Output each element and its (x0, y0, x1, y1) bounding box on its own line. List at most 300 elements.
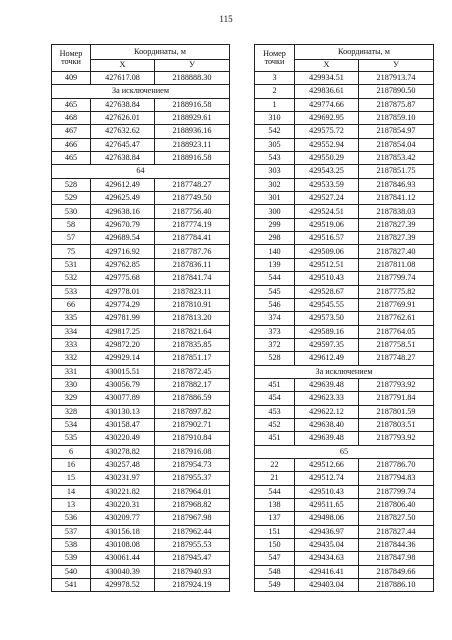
y-coordinate-cell: 2187954.73 (155, 458, 230, 471)
table-row (52, 165, 230, 178)
y-coordinate-cell: 2187784.41 (155, 232, 230, 245)
table-row (255, 325, 434, 338)
y-coordinate-cell: 2187821.64 (155, 325, 230, 338)
y-coordinate-cell: 2187882.17 (155, 378, 230, 391)
x-coordinate-cell: 429623.33 (295, 392, 359, 405)
y-coordinate-cell: 2187890.50 (359, 85, 434, 98)
point-number-cell: 541 (52, 579, 91, 592)
point-number-cell: 528 (52, 178, 91, 191)
x-coordinate-cell: 429435.04 (295, 539, 359, 552)
x-coordinate-cell: 429638.40 (295, 418, 359, 431)
y-coordinate-cell: 2188888.30 (155, 72, 230, 85)
table-row (52, 258, 230, 271)
x-coordinate-cell: 429589.16 (295, 325, 359, 338)
y-coordinate-cell: 2187827.44 (359, 525, 434, 538)
table-row (255, 472, 434, 485)
point-number-cell: 300 (255, 205, 295, 218)
point-number-cell: 2 (255, 85, 295, 98)
y-coordinate-cell: 2187762.61 (359, 312, 434, 325)
y-coordinate-cell: 2187968.82 (155, 499, 230, 512)
table-row (255, 352, 434, 365)
x-coordinate-cell: 429612.49 (295, 352, 359, 365)
point-number-cell: 452 (255, 418, 295, 431)
table-row (255, 485, 434, 498)
x-coordinate-cell: 429762.85 (91, 258, 155, 271)
point-number-cell: 302 (255, 178, 295, 191)
x-coordinate-cell: 429638.16 (91, 205, 155, 218)
point-number-cell: 22 (255, 458, 295, 471)
point-number-cell: 332 (52, 352, 91, 365)
x-coordinate-cell: 429543.25 (295, 165, 359, 178)
x-coordinate-cell: 429775.68 (91, 272, 155, 285)
table-row (255, 458, 434, 471)
y-coordinate-cell: 2188916.58 (155, 152, 230, 165)
x-coordinate-cell: 429510.43 (295, 485, 359, 498)
x-coordinate-cell: 429934.51 (295, 72, 359, 85)
y-coordinate-cell: 2187827.40 (359, 245, 434, 258)
x-coordinate-cell: 429612.49 (91, 178, 155, 191)
y-header: У (155, 60, 230, 72)
y-coordinate-cell: 2188916.58 (155, 98, 230, 111)
point-number-cell: 150 (255, 539, 295, 552)
table-row (52, 565, 230, 578)
y-coordinate-cell: 2187803.51 (359, 418, 434, 431)
point-number-cell: 466 (52, 138, 91, 151)
table-row (52, 512, 230, 525)
y-coordinate-cell: 2187897.82 (155, 405, 230, 418)
table-row (52, 298, 230, 311)
table-row (52, 338, 230, 351)
table-row (255, 192, 434, 205)
table-row (52, 405, 230, 418)
y-coordinate-cell: 2187838.03 (359, 205, 434, 218)
x-coordinate-cell: 429512.66 (295, 458, 359, 471)
y-coordinate-cell: 2187793.92 (359, 432, 434, 445)
x-coordinate-cell: 427638.84 (91, 98, 155, 111)
y-coordinate-cell: 2187924.19 (155, 579, 230, 592)
y-coordinate-cell: 2187827.39 (359, 232, 434, 245)
point-number-cell: 301 (255, 192, 295, 205)
y-coordinate-cell: 2188923.11 (155, 138, 230, 151)
table-row (255, 405, 434, 418)
coordinates-table-left (51, 44, 230, 592)
table-row (255, 512, 434, 525)
point-number-cell: 542 (255, 125, 295, 138)
x-coordinate-cell: 429552.94 (295, 138, 359, 151)
point-number-header: Номер точки (52, 45, 91, 72)
table-row (255, 392, 434, 405)
table-row (52, 245, 230, 258)
y-coordinate-cell: 2187811.08 (359, 258, 434, 271)
x-coordinate-cell: 429434.63 (295, 552, 359, 565)
table-row (52, 232, 230, 245)
point-number-cell: 333 (52, 338, 91, 351)
table-row (255, 232, 434, 245)
point-number-cell: 151 (255, 525, 295, 538)
table-row (255, 552, 434, 565)
y-coordinate-cell: 2187749.50 (155, 192, 230, 205)
x-coordinate-cell: 429436.97 (295, 525, 359, 538)
table-row (255, 205, 434, 218)
y-coordinate-cell: 2187916.08 (155, 445, 230, 458)
y-coordinate-cell: 2187786.70 (359, 458, 434, 471)
y-coordinate-cell: 2188929.61 (155, 112, 230, 125)
x-coordinate-cell: 430158.47 (91, 418, 155, 431)
y-coordinate-cell: 2187962.44 (155, 525, 230, 538)
table-row (52, 85, 230, 98)
table-row (255, 445, 434, 458)
y-coordinate-cell: 2187799.74 (359, 272, 434, 285)
y-coordinate-cell: 2187955.53 (155, 539, 230, 552)
y-coordinate-cell: 2187748.27 (359, 352, 434, 365)
x-coordinate-cell: 430231.97 (91, 472, 155, 485)
y-coordinate-cell: 2187854.04 (359, 138, 434, 151)
y-coordinate-cell: 2187849.66 (359, 565, 434, 578)
x-coordinate-cell: 429817.25 (91, 325, 155, 338)
point-number-cell: 16 (52, 458, 91, 471)
x-coordinate-cell: 429978.52 (91, 579, 155, 592)
y-coordinate-cell: 2187851.75 (359, 165, 434, 178)
point-number-cell: 305 (255, 138, 295, 151)
y-coordinate-cell: 2187875.87 (359, 98, 434, 111)
point-number-cell: 303 (255, 165, 295, 178)
table-row (52, 485, 230, 498)
table-row (255, 579, 434, 592)
table-row (255, 365, 434, 378)
y-coordinate-cell: 2187964.01 (155, 485, 230, 498)
point-number-cell: 534 (52, 418, 91, 431)
point-number-cell: 334 (52, 325, 91, 338)
y-coordinate-cell: 2187854.97 (359, 125, 434, 138)
point-number-cell: 544 (255, 485, 295, 498)
table-row (255, 539, 434, 552)
point-number-cell: 533 (52, 285, 91, 298)
x-coordinate-cell: 430077.89 (91, 392, 155, 405)
point-number-cell: 330 (52, 378, 91, 391)
y-coordinate-cell: 2187835.85 (155, 338, 230, 351)
y-coordinate-cell: 2187827.39 (359, 218, 434, 231)
y-coordinate-cell: 2187748.27 (155, 178, 230, 191)
point-number-cell: 545 (255, 285, 295, 298)
point-number-cell: 465 (52, 152, 91, 165)
page-number: 115 (219, 14, 233, 24)
table-row (255, 378, 434, 391)
point-number-cell: 467 (52, 125, 91, 138)
coordinates-header: Координаты, м (295, 45, 434, 60)
table-row (255, 138, 434, 151)
table-row (255, 125, 434, 138)
y-coordinate-cell: 2187791.84 (359, 392, 434, 405)
table-row (52, 458, 230, 471)
table-row (52, 365, 230, 378)
x-coordinate-cell: 427645.47 (91, 138, 155, 151)
point-number-cell: 540 (52, 565, 91, 578)
point-number-cell: 536 (52, 512, 91, 525)
table-row (255, 85, 434, 98)
table-row (52, 525, 230, 538)
x-coordinate-cell: 429416.41 (295, 565, 359, 578)
point-number-cell: 140 (255, 245, 295, 258)
table-row (52, 418, 230, 431)
x-coordinate-cell: 430061.44 (91, 552, 155, 565)
x-coordinate-cell: 427638.84 (91, 152, 155, 165)
table-row (52, 312, 230, 325)
y-coordinate-cell: 2187774.19 (155, 218, 230, 231)
point-number-cell: 548 (255, 565, 295, 578)
x-coordinate-cell: 429929.14 (91, 352, 155, 365)
x-coordinate-cell: 429781.99 (91, 312, 155, 325)
x-coordinate-cell: 430130.13 (91, 405, 155, 418)
y-coordinate-cell: 2187841.74 (155, 272, 230, 285)
y-coordinate-cell: 2187851.17 (155, 352, 230, 365)
y-coordinate-cell: 2187902.71 (155, 418, 230, 431)
x-coordinate-cell: 429403.04 (295, 579, 359, 592)
point-number-cell: 374 (255, 312, 295, 325)
x-coordinate-cell: 429519.06 (295, 218, 359, 231)
y-coordinate-cell: 2187756.40 (155, 205, 230, 218)
table-row (255, 258, 434, 271)
x-coordinate-cell: 429639.48 (295, 378, 359, 391)
y-coordinate-cell: 2187769.91 (359, 298, 434, 311)
x-coordinate-cell: 430257.48 (91, 458, 155, 471)
x-coordinate-cell: 429573.50 (295, 312, 359, 325)
coordinates-header: Координаты, м (91, 45, 230, 60)
table-row (52, 579, 230, 592)
x-coordinate-cell: 429533.59 (295, 178, 359, 191)
point-number-cell: 139 (255, 258, 295, 271)
point-number-cell: 329 (52, 392, 91, 405)
point-number-cell: 335 (52, 312, 91, 325)
y-coordinate-cell: 2187853.42 (359, 152, 434, 165)
point-number-cell: 66 (52, 298, 91, 311)
table-row (52, 539, 230, 552)
point-number-cell: 547 (255, 552, 295, 565)
x-coordinate-cell: 429774.66 (295, 98, 359, 111)
table-row (52, 98, 230, 111)
y-coordinate-cell: 2187823.11 (155, 285, 230, 298)
x-coordinate-cell: 429716.92 (91, 245, 155, 258)
table-row (52, 432, 230, 445)
y-coordinate-cell: 2187841.12 (359, 192, 434, 205)
point-number-cell: 75 (52, 245, 91, 258)
point-number-cell: 529 (52, 192, 91, 205)
point-number-cell: 531 (52, 258, 91, 271)
x-coordinate-cell: 429527.24 (295, 192, 359, 205)
point-number-cell: 451 (255, 378, 295, 391)
y-coordinate-cell: 2187764.05 (359, 325, 434, 338)
point-number-cell: 372 (255, 338, 295, 351)
x-coordinate-cell: 429622.12 (295, 405, 359, 418)
x-coordinate-cell: 429625.49 (91, 192, 155, 205)
y-coordinate-cell: 2187806.40 (359, 499, 434, 512)
y-coordinate-cell: 2187846.93 (359, 178, 434, 191)
table-row (255, 72, 434, 85)
x-coordinate-cell: 430040.39 (91, 565, 155, 578)
point-number-cell: 57 (52, 232, 91, 245)
point-number-cell: 310 (255, 112, 295, 125)
table-row (52, 205, 230, 218)
point-number-cell: 6 (52, 445, 91, 458)
point-number-cell: 532 (52, 272, 91, 285)
point-number-cell: 535 (52, 432, 91, 445)
y-coordinate-cell: 2187940.93 (155, 565, 230, 578)
table-row (52, 499, 230, 512)
point-number-cell: 537 (52, 525, 91, 538)
section-label: 64 (52, 165, 230, 178)
point-number-cell: 544 (255, 272, 295, 285)
table-row (52, 138, 230, 151)
point-number-cell: 530 (52, 205, 91, 218)
table-row (52, 72, 230, 85)
table-row (52, 218, 230, 231)
x-coordinate-cell: 429692.95 (295, 112, 359, 125)
point-number-cell: 453 (255, 405, 295, 418)
x-coordinate-cell: 430221.82 (91, 485, 155, 498)
y-coordinate-cell: 2187775.82 (359, 285, 434, 298)
section-label: 65 (255, 445, 434, 458)
y-coordinate-cell: 2187859.10 (359, 112, 434, 125)
y-coordinate-cell: 2187886.10 (359, 579, 434, 592)
point-number-cell: 137 (255, 512, 295, 525)
table-row (52, 152, 230, 165)
x-coordinate-cell: 429872.20 (91, 338, 155, 351)
table-row (255, 298, 434, 311)
point-number-cell: 528 (255, 352, 295, 365)
x-coordinate-cell: 429512.51 (295, 258, 359, 271)
y-coordinate-cell: 2187758.51 (359, 338, 434, 351)
table-row (255, 165, 434, 178)
x-header: Х (91, 60, 155, 72)
x-coordinate-cell: 429836.61 (295, 85, 359, 98)
point-number-cell: 331 (52, 365, 91, 378)
x-coordinate-cell: 430156.18 (91, 525, 155, 538)
point-number-cell: 538 (52, 539, 91, 552)
table-row (52, 178, 230, 191)
y-coordinate-cell: 2187910.84 (155, 432, 230, 445)
x-coordinate-cell: 430056.79 (91, 378, 155, 391)
point-number-cell: 454 (255, 392, 295, 405)
x-coordinate-cell: 429689.54 (91, 232, 155, 245)
y-coordinate-cell: 2187872.45 (155, 365, 230, 378)
y-coordinate-cell: 2187955.37 (155, 472, 230, 485)
point-number-cell: 373 (255, 325, 295, 338)
x-coordinate-cell: 430220.31 (91, 499, 155, 512)
x-coordinate-cell: 430278.82 (91, 445, 155, 458)
point-number-cell: 1 (255, 98, 295, 111)
point-number-cell: 468 (52, 112, 91, 125)
y-coordinate-cell: 2187886.59 (155, 392, 230, 405)
table-row (255, 499, 434, 512)
x-coordinate-cell: 429545.55 (295, 298, 359, 311)
x-coordinate-cell: 429509.06 (295, 245, 359, 258)
x-coordinate-cell: 429516.57 (295, 232, 359, 245)
table-row (255, 565, 434, 578)
table-row (255, 245, 434, 258)
table-row (255, 525, 434, 538)
table-row (255, 112, 434, 125)
table-row (52, 552, 230, 565)
point-number-cell: 451 (255, 432, 295, 445)
x-coordinate-cell: 430220.49 (91, 432, 155, 445)
y-coordinate-cell: 2187844.36 (359, 539, 434, 552)
table-row (52, 192, 230, 205)
x-coordinate-cell: 429639.48 (295, 432, 359, 445)
table-row (255, 152, 434, 165)
table-row (52, 352, 230, 365)
table-row (52, 472, 230, 485)
point-number-cell: 546 (255, 298, 295, 311)
point-number-cell: 13 (52, 499, 91, 512)
point-number-cell: 299 (255, 218, 295, 231)
x-coordinate-cell: 429575.72 (295, 125, 359, 138)
x-coordinate-cell: 429511.65 (295, 499, 359, 512)
point-number-header: Номер точки (255, 45, 295, 72)
table-row (52, 112, 230, 125)
table-row (255, 285, 434, 298)
table-row (52, 272, 230, 285)
y-coordinate-cell: 2187945.47 (155, 552, 230, 565)
x-coordinate-cell: 430209.77 (91, 512, 155, 525)
table-row (52, 392, 230, 405)
x-coordinate-cell: 429498.06 (295, 512, 359, 525)
table-row (255, 418, 434, 431)
point-number-cell: 138 (255, 499, 295, 512)
table-row (255, 432, 434, 445)
y-coordinate-cell: 2187793.92 (359, 378, 434, 391)
x-coordinate-cell: 427617.08 (91, 72, 155, 85)
point-number-cell: 543 (255, 152, 295, 165)
point-number-cell: 298 (255, 232, 295, 245)
x-coordinate-cell: 430015.51 (91, 365, 155, 378)
point-number-cell: 549 (255, 579, 295, 592)
table-row (52, 125, 230, 138)
y-coordinate-cell: 2187913.74 (359, 72, 434, 85)
table-row (255, 312, 434, 325)
point-number-cell: 3 (255, 72, 295, 85)
x-coordinate-cell: 429550.29 (295, 152, 359, 165)
table-row (255, 338, 434, 351)
section-label: За исключением (255, 365, 434, 378)
x-coordinate-cell: 429512.74 (295, 472, 359, 485)
y-coordinate-cell: 2187787.76 (155, 245, 230, 258)
point-number-cell: 465 (52, 98, 91, 111)
x-coordinate-cell: 427626.01 (91, 112, 155, 125)
point-number-cell: 15 (52, 472, 91, 485)
y-coordinate-cell: 2187813.20 (155, 312, 230, 325)
table-row (52, 325, 230, 338)
y-coordinate-cell: 2187801.59 (359, 405, 434, 418)
y-coordinate-cell: 2187967.98 (155, 512, 230, 525)
table-row (255, 178, 434, 191)
x-coordinate-cell: 427632.62 (91, 125, 155, 138)
x-coordinate-cell: 430108.08 (91, 539, 155, 552)
y-coordinate-cell: 2187847.98 (359, 552, 434, 565)
x-coordinate-cell: 429597.35 (295, 338, 359, 351)
table-row (255, 218, 434, 231)
point-number-cell: 328 (52, 405, 91, 418)
table-row (52, 378, 230, 391)
table-row (52, 285, 230, 298)
point-number-cell: 14 (52, 485, 91, 498)
x-header: Х (295, 60, 359, 72)
x-coordinate-cell: 429524.51 (295, 205, 359, 218)
y-coordinate-cell: 2187810.91 (155, 298, 230, 311)
y-coordinate-cell: 2187836.11 (155, 258, 230, 271)
table-row (52, 445, 230, 458)
y-coordinate-cell: 2187799.74 (359, 485, 434, 498)
x-coordinate-cell: 429528.67 (295, 285, 359, 298)
section-label: За исключением (52, 85, 230, 98)
